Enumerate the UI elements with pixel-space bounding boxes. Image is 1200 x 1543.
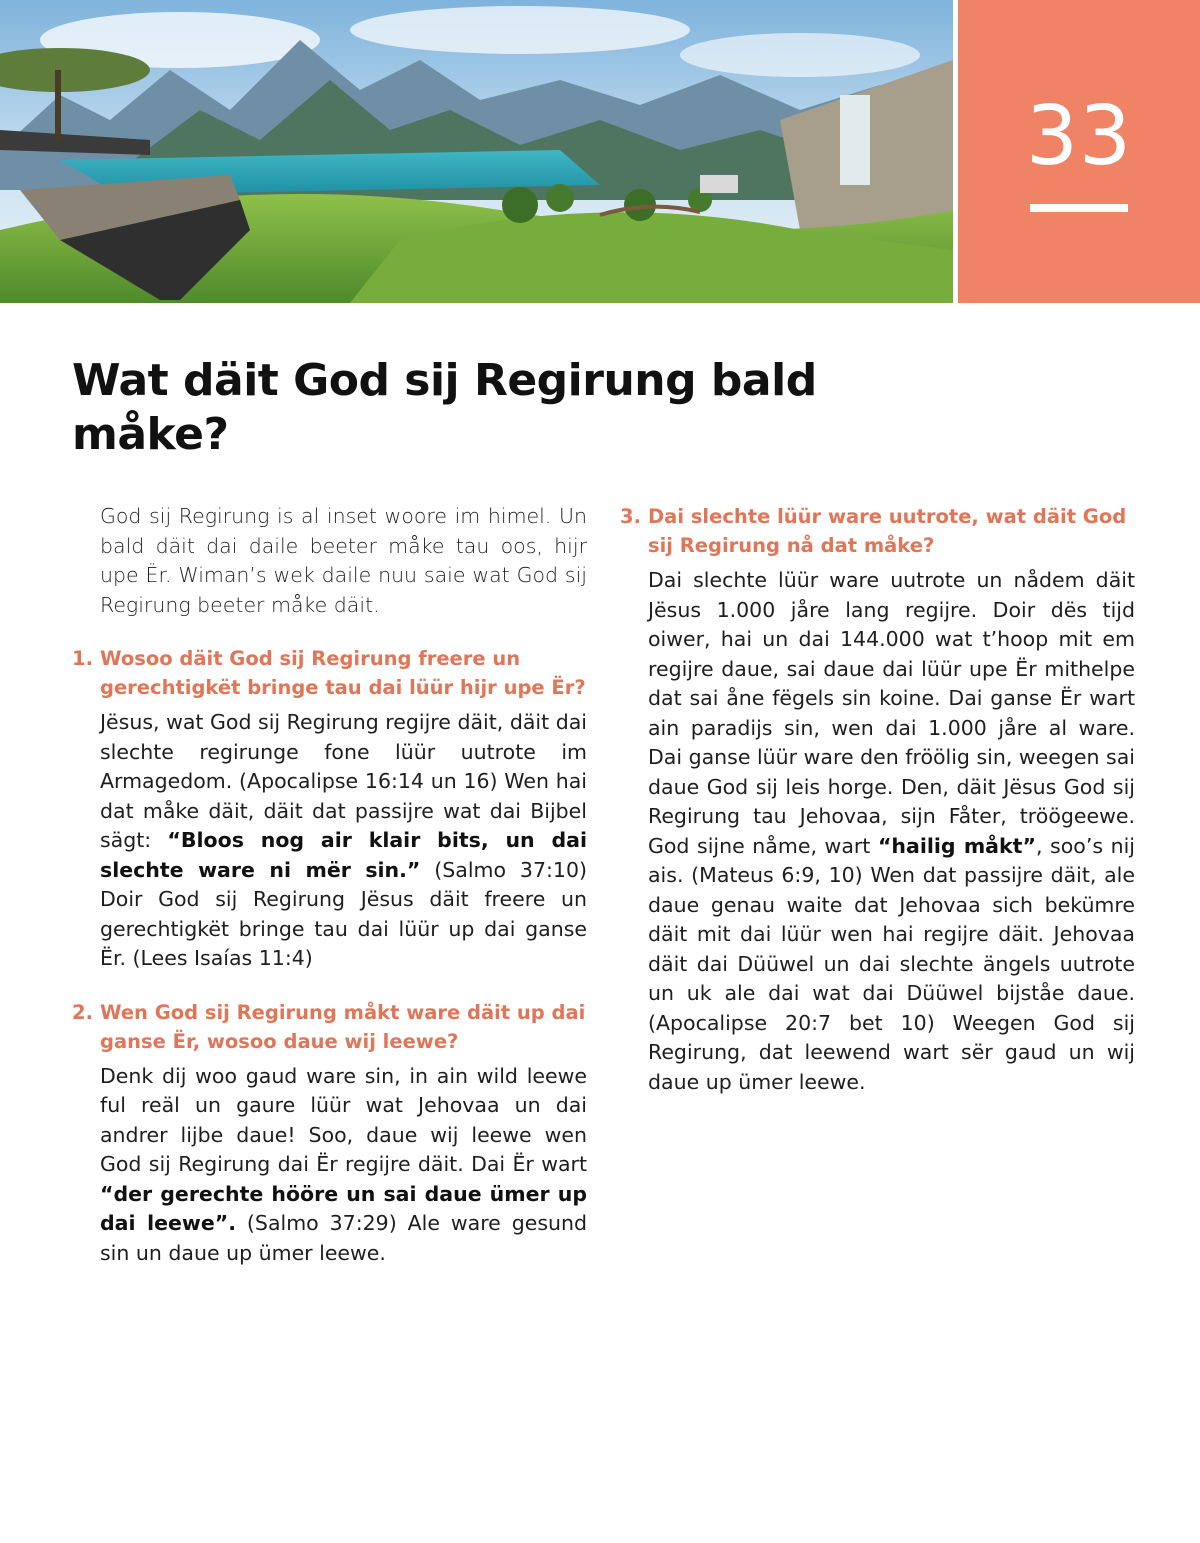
chapter-underline [1030,204,1128,212]
question-text: Wen God sij Regirung måkt ware däit up dai ganse Ër, wosoo daue wij leewe? [100,1000,586,1053]
chapter-badge [958,0,1200,303]
left-column [72,502,587,1292]
right-column [620,502,1135,1121]
answer-2 [100,1062,587,1269]
page-title: Wat däit God sij Regirung bald måke? [72,355,817,460]
answer-3 [648,566,1135,1097]
answer-1 [100,708,587,974]
answer-text: , soo’s nij ais. (Mateus 6:9, 10) Wen dat passijre däit, ale daue genau waite dat Jehovaa sich bekümre däit mit dai lüür wen hai regijre däit. Jehovaa däit dai Düüwel un dai slechte ängels uutrote un uk ale dai wat dai Düüwel bijståe daue. (Apocalipse 20:7 bet 10) Weegen God sij Regirung, dat leewend wart sër gaud un wij daue up ümer leewe. [648,833,1135,1094]
question-text: Dai slechte lüür ware uutrote, wat däit God sij Regirung nå dat måke? [648,505,1127,557]
answer-text: (Salmo 37:10) Doir God sij Regirung Jësus däit freere un gerechtigkët bringe tau dai lüür up dai ganse Ër. (Lees Isaías 11:4) [100,857,587,970]
answer-quote: “hailig måkt” [877,833,1036,858]
question-2 [72,998,587,1056]
intro-paragraph: God sij Regirung is al inset woore im himel. Un bald däit dai daile beeter måke tau oos, hijr upe Ër. Wiman’s wek daile nuu saie wat God sij Regirung beeter måke däit. [100,504,587,617]
question-number: 3. [620,505,641,528]
answer-text: Dai slechte lüür ware uutrote un nådem däit Jësus 1.000 jåre lang regijre. Doir dës tijd oiwer, hai un dai 144.000 wat t’hoop mit em regijre daue, sai daue dai lüür upe Ër mithelpe dat sai åne fëgels sin koine. Dai ganse Ër wart ain paradijs sin, wen dai 1.000 jåre al ware. Dai ganse lüür ware den fröölig sin, weegen sai daue God sij leis horge. Den, däit Jësus God sij Regirung tau Jehovaa, sijn Fåter, tröögeewe. God sijne nåme, wart [648,568,1135,858]
answer-quote: “Bloos nog air klair bits, un dai slechte ware ni mër sin.” [100,828,588,882]
answer-text: (Salmo 37:29) Ale ware gesund sin un daue up ümer leewe. [100,1211,587,1265]
paradise-landscape-illustration [0,0,953,303]
chapter-number: 33 [1025,89,1133,184]
question-number: 1. [72,647,93,670]
question-number: 2. [72,1000,93,1024]
question-text: Wosoo däit God sij Regirung freere un gerechtigkët bringe tau dai lüür hijr upe Ër? [100,647,586,699]
question-3 [620,502,1135,560]
answer-text: Denk dij woo gaud ware sin, in ain wild leewe ful reäl un gaure lüür wat Jehovaa un dai andrer lijbe daue! Soo, daue wij leewe wen God sij Regirung dai Ër regijre däit. Dai Ër wart [100,1063,587,1176]
answer-quote: “der gerechte hööre un sai daue ümer up dai leewe”. [100,1181,587,1235]
question-1 [72,644,587,702]
header-landscape-image [0,0,953,303]
answer-text: Jësus, wat God sij Regirung regijre däit, däit dai slechte regirunge fone lüür uutrote im Armagedom. (Apocalipse 16:14 un 16) Wen hai dat måke däit, däit dat passijre wat dai Bijbel sägt: [100,710,587,852]
